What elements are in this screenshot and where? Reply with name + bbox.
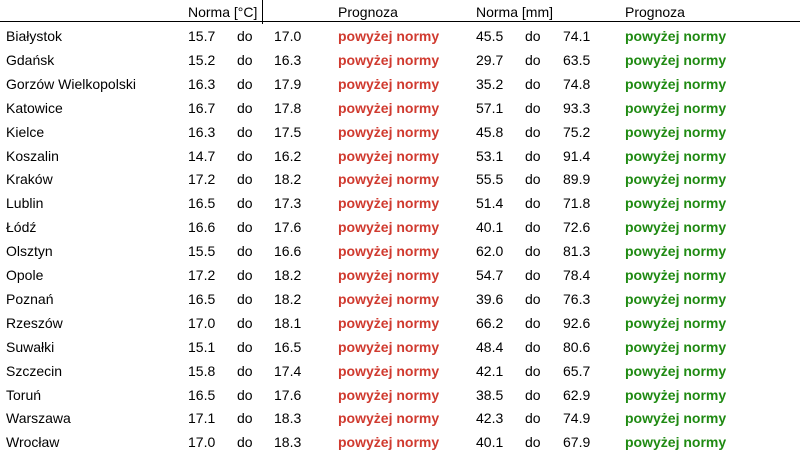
temp-forecast-cell: powyżej normy [338,434,440,451]
precip-forecast-cell: powyżej normy [625,51,727,68]
temp-min-cell: 15.8 [188,362,216,379]
precip-max-cell: 76.3 [563,290,591,307]
precip-min-cell: 42.3 [476,410,504,427]
precip-forecast-cell: powyżej normy [625,243,727,260]
temp-do-cell: do [237,28,253,44]
temp-min-cell: 17.0 [188,434,216,451]
precip-min-cell: 40.1 [476,219,504,236]
precip-min-cell: 39.6 [476,290,504,307]
precip-min-cell: 53.1 [476,147,504,164]
temp-do-cell: do [237,386,253,403]
temp-do-cell: do [237,338,253,355]
city-cell: Kielce [6,123,45,140]
temp-forecast-cell: powyżej normy [338,386,440,403]
temp-do-cell: do [237,410,253,427]
city-cell: Katowice [6,99,63,116]
precip-max-cell: 81.3 [563,243,591,260]
table-row [0,72,800,96]
city-cell: Wrocław [6,434,60,451]
precip-do-cell: do [525,219,541,236]
table-row [0,406,800,430]
temp-max-cell: 18.2 [274,267,302,283]
table-row [0,359,800,383]
temp-forecast-cell: powyżej normy [338,410,440,427]
precip-max-cell: 71.8 [563,195,591,212]
temp-max-cell: 18.3 [274,410,302,427]
temp-min-cell: 14.7 [188,147,216,164]
precip-max-cell: 91.4 [563,147,591,164]
precip-min-cell: 51.4 [476,195,504,212]
city-cell: Toruń [6,386,42,403]
table-row [0,120,800,144]
temp-min-cell: 15.1 [188,338,216,355]
header-norma-precip: Norma [mm] [476,4,553,20]
precip-forecast-cell: powyżej normy [625,28,727,44]
precip-min-cell: 62.0 [476,243,504,260]
temp-do-cell: do [237,123,253,140]
header-prognoza-precip: Prognoza [625,4,685,20]
precip-do-cell: do [525,267,541,283]
precip-do-cell: do [525,171,541,188]
temp-min-cell: 17.1 [188,410,216,427]
precip-forecast-cell: powyżej normy [625,219,727,236]
temp-min-cell: 16.5 [188,386,216,403]
precip-min-cell: 29.7 [476,51,504,68]
precip-max-cell: 74.8 [563,75,591,92]
temp-max-cell: 18.3 [274,434,302,451]
precip-max-cell: 89.9 [563,171,591,188]
precip-max-cell: 93.3 [563,99,591,116]
temp-min-cell: 15.5 [188,243,216,260]
city-cell: Kraków [6,171,53,188]
precip-forecast-cell: powyżej normy [625,434,727,451]
temp-forecast-cell: powyżej normy [338,123,440,140]
city-cell: Gdańsk [6,51,55,68]
temp-min-cell: 16.7 [188,99,216,116]
temp-do-cell: do [237,267,253,283]
temp-max-cell: 17.0 [274,28,302,44]
temp-do-cell: do [237,434,253,451]
city-cell: Poznań [6,290,54,307]
temp-min-cell: 17.2 [188,171,216,188]
precip-forecast-cell: powyżej normy [625,386,727,403]
temp-forecast-cell: powyżej normy [338,219,440,236]
precip-min-cell: 40.1 [476,434,504,451]
table-row [0,239,800,263]
precip-min-cell: 54.7 [476,267,504,283]
precip-max-cell: 63.5 [563,51,591,68]
header-row [0,0,800,24]
precip-max-cell: 92.6 [563,314,591,331]
temp-do-cell: do [237,362,253,379]
table-row [0,191,800,215]
precip-do-cell: do [525,99,541,116]
precip-forecast-cell: powyżej normy [625,99,727,116]
temp-min-cell: 17.2 [188,267,216,283]
precip-do-cell: do [525,290,541,307]
temp-max-cell: 17.5 [274,123,302,140]
precip-min-cell: 45.5 [476,28,504,44]
temp-forecast-cell: powyżej normy [338,314,440,331]
table-row [0,287,800,311]
table-row [0,430,800,454]
city-cell: Rzeszów [6,314,63,331]
table-row [0,144,800,168]
temp-max-cell: 18.2 [274,290,302,307]
precip-forecast-cell: powyżej normy [625,195,727,212]
temp-forecast-cell: powyżej normy [338,362,440,379]
precip-forecast-cell: powyżej normy [625,410,727,427]
table-row [0,167,800,191]
temp-max-cell: 17.4 [274,362,302,379]
table-row [0,24,800,48]
precip-forecast-cell: powyżej normy [625,171,727,188]
city-cell: Białystok [6,28,63,44]
precip-max-cell: 80.6 [563,338,591,355]
precip-forecast-cell: powyżej normy [625,338,727,355]
precip-min-cell: 66.2 [476,314,504,331]
header-norma-temp: Norma [°C] [188,4,258,20]
temp-forecast-cell: powyżej normy [338,267,440,283]
table-row [0,48,800,72]
precip-do-cell: do [525,386,541,403]
temp-forecast-cell: powyżej normy [338,51,440,68]
temp-min-cell: 16.3 [188,75,216,92]
precip-do-cell: do [525,28,541,44]
temp-max-cell: 16.3 [274,51,302,68]
precip-do-cell: do [525,434,541,451]
precip-max-cell: 78.4 [563,267,591,283]
precip-min-cell: 45.8 [476,123,504,140]
precip-min-cell: 35.2 [476,75,504,92]
temp-max-cell: 18.1 [274,314,302,331]
temp-max-cell: 17.6 [274,386,302,403]
precip-min-cell: 38.5 [476,386,504,403]
temp-forecast-cell: powyżej normy [338,75,440,92]
city-cell: Opole [6,267,44,283]
temp-do-cell: do [237,314,253,331]
temp-max-cell: 16.2 [274,147,302,164]
header-prognoza-temp: Prognoza [338,4,398,20]
precip-forecast-cell: powyżej normy [625,290,727,307]
temp-do-cell: do [237,243,253,260]
temp-forecast-cell: powyżej normy [338,338,440,355]
precip-max-cell: 74.9 [563,410,591,427]
precip-max-cell: 62.9 [563,386,591,403]
temp-max-cell: 17.6 [274,219,302,236]
temp-do-cell: do [237,195,253,212]
table-row [0,311,800,335]
city-cell: Koszalin [6,147,59,164]
temp-do-cell: do [237,147,253,164]
city-cell: Warszawa [6,410,71,427]
temp-do-cell: do [237,219,253,236]
table-row [0,96,800,120]
temp-do-cell: do [237,75,253,92]
temp-min-cell: 16.5 [188,195,216,212]
precip-max-cell: 65.7 [563,362,591,379]
temp-forecast-cell: powyżej normy [338,195,440,212]
temp-min-cell: 15.7 [188,28,216,44]
city-cell: Suwałki [6,338,55,355]
precip-forecast-cell: powyżej normy [625,75,727,92]
precip-do-cell: do [525,147,541,164]
temp-min-cell: 15.2 [188,51,216,68]
precip-max-cell: 74.1 [563,28,591,44]
precip-do-cell: do [525,195,541,212]
precip-min-cell: 55.5 [476,171,504,188]
precip-min-cell: 57.1 [476,99,504,116]
temp-max-cell: 17.8 [274,99,302,116]
precip-forecast-cell: powyżej normy [625,267,727,283]
city-cell: Lublin [6,195,44,212]
temp-max-cell: 16.6 [274,243,302,260]
precip-do-cell: do [525,51,541,68]
header-divider [262,0,263,24]
precip-do-cell: do [525,123,541,140]
precip-do-cell: do [525,314,541,331]
precip-do-cell: do [525,338,541,355]
precip-do-cell: do [525,410,541,427]
precip-max-cell: 72.6 [563,219,591,236]
precip-min-cell: 48.4 [476,338,504,355]
temp-do-cell: do [237,171,253,188]
temp-forecast-cell: powyżej normy [338,243,440,260]
temp-forecast-cell: powyżej normy [338,171,440,188]
temp-min-cell: 17.0 [188,314,216,331]
precip-do-cell: do [525,362,541,379]
precip-do-cell: do [525,243,541,260]
temp-min-cell: 16.3 [188,123,216,140]
city-cell: Olsztyn [6,243,53,260]
temp-min-cell: 16.5 [188,290,216,307]
precip-max-cell: 67.9 [563,434,591,451]
temp-forecast-cell: powyżej normy [338,28,440,44]
temp-max-cell: 16.5 [274,338,302,355]
precip-do-cell: do [525,75,541,92]
precip-max-cell: 75.2 [563,123,591,140]
precip-forecast-cell: powyżej normy [625,147,727,164]
temp-do-cell: do [237,99,253,116]
city-cell: Szczecin [6,362,63,379]
precip-forecast-cell: powyżej normy [625,362,727,379]
temp-max-cell: 17.3 [274,195,302,212]
precip-forecast-cell: powyżej normy [625,123,727,140]
temp-do-cell: do [237,290,253,307]
city-cell: Łódź [6,219,37,236]
temp-max-cell: 17.9 [274,75,302,92]
temp-forecast-cell: powyżej normy [338,290,440,307]
temp-max-cell: 18.2 [274,171,302,188]
temp-forecast-cell: powyżej normy [338,147,440,164]
table-row [0,335,800,359]
precip-min-cell: 42.1 [476,362,504,379]
table-row [0,383,800,407]
table-row [0,215,800,239]
temp-min-cell: 16.6 [188,219,216,236]
city-cell: Gorzów Wielkopolski [6,75,136,92]
temp-forecast-cell: powyżej normy [338,99,440,116]
temp-do-cell: do [237,51,253,68]
precip-forecast-cell: powyżej normy [625,314,727,331]
table-row [0,263,800,287]
